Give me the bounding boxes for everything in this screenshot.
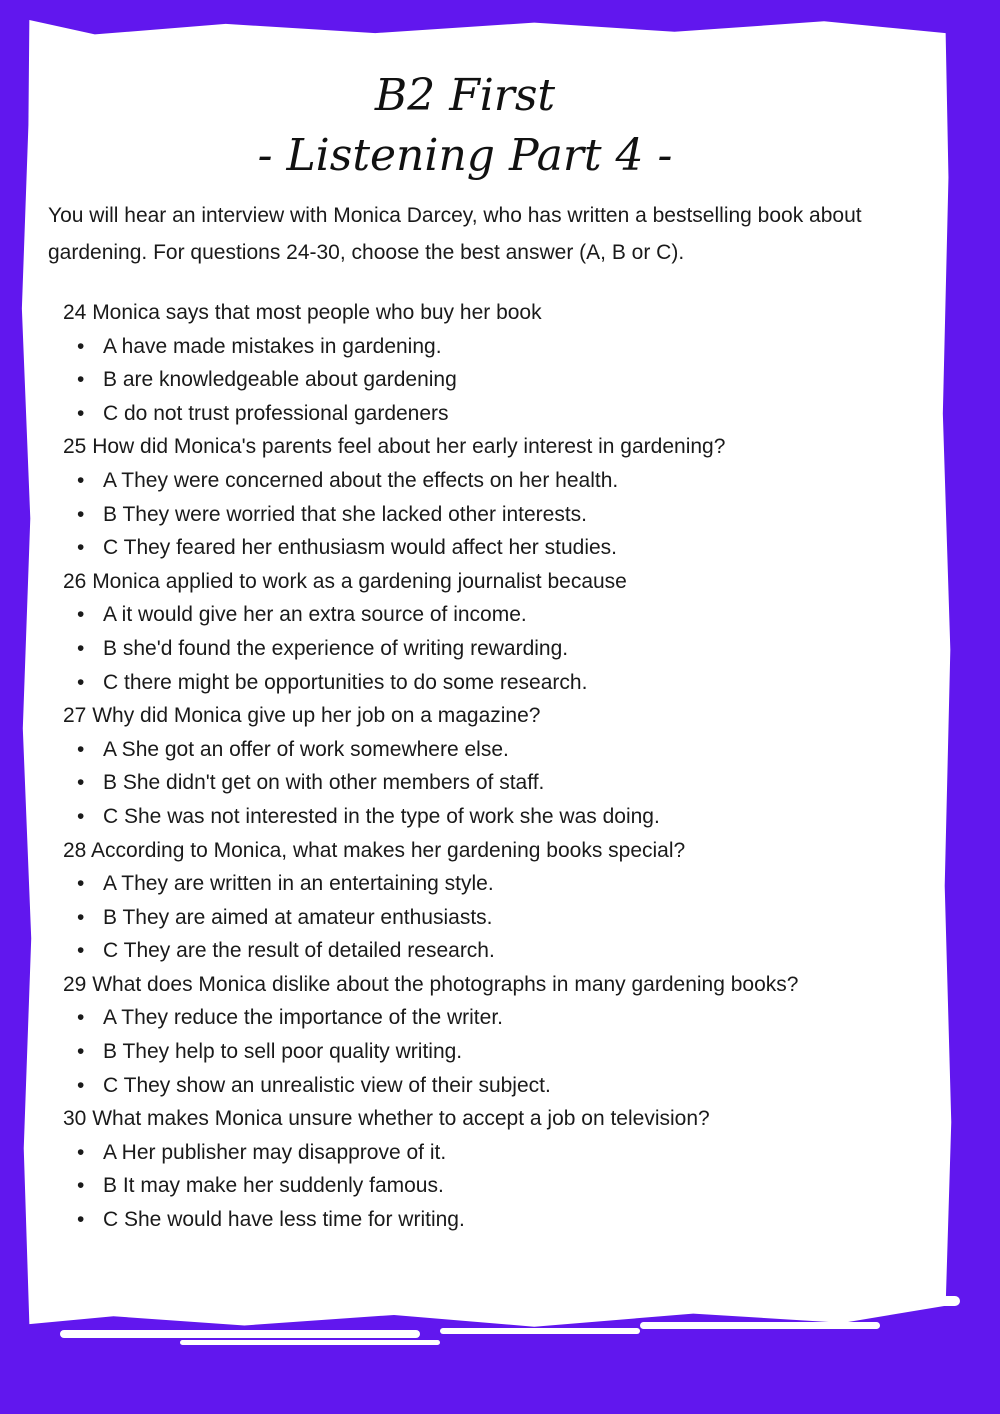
bullet-icon: • — [77, 771, 85, 795]
question-stem: 30 What makes Monica unsure whether to accept a job on television? — [63, 1107, 710, 1131]
answer-option[interactable] — [63, 1203, 943, 1237]
bullet-icon: • — [77, 804, 85, 828]
bullet-icon: • — [77, 334, 85, 358]
option-text: A They are written in an entertaining style. — [103, 872, 494, 896]
bullet-icon: • — [77, 670, 85, 694]
option-text: A She got an offer of work somewhere else. — [103, 737, 509, 761]
instructions: You will hear an interview with Monica Darcey, who has written a bestselling book about gardening. For questions 24-30, choose the best answer (A, B or C). — [48, 204, 862, 264]
answer-option[interactable] — [63, 733, 943, 767]
bullet-icon: • — [77, 1174, 85, 1198]
answer-option[interactable] — [63, 330, 943, 364]
question-item — [63, 565, 943, 699]
bullet-icon: • — [77, 737, 85, 761]
option-list — [63, 1001, 943, 1102]
question-item — [63, 296, 943, 430]
bullet-icon: • — [77, 939, 85, 963]
bullet-icon: • — [77, 368, 85, 392]
answer-option[interactable] — [63, 1169, 943, 1203]
bullet-icon: • — [77, 401, 85, 425]
option-text: B she'd found the experience of writing rewarding. — [103, 636, 569, 660]
brush-streak — [640, 1322, 880, 1329]
bullet-icon: • — [77, 502, 85, 526]
answer-option[interactable] — [63, 397, 943, 431]
question-list — [63, 296, 943, 1237]
answer-option[interactable] — [63, 766, 943, 800]
answer-option[interactable] — [63, 800, 943, 834]
worksheet-title: B2 First — [374, 70, 556, 121]
bullet-icon: • — [77, 636, 85, 660]
bullet-icon: • — [77, 872, 85, 896]
option-list — [63, 598, 943, 699]
option-text: C do not trust professional gardeners — [103, 401, 449, 425]
brush-streak — [180, 1340, 440, 1345]
answer-option[interactable] — [63, 632, 943, 666]
question-item — [63, 1102, 943, 1236]
question-item — [63, 834, 943, 968]
worksheet-subtitle: - Listening Part 4 - — [257, 130, 673, 181]
question-stem: 28 According to Monica, what makes her gardening books special? — [63, 838, 686, 862]
question-item — [63, 968, 943, 1102]
option-text: A They were concerned about the effects on her health. — [103, 468, 619, 492]
answer-option[interactable] — [63, 598, 943, 632]
option-text: C She was not interested in the type of work she was doing. — [103, 804, 660, 828]
question-stem: 26 Monica applied to work as a gardening journalist because — [63, 569, 627, 593]
question-stem: 29 What does Monica dislike about the photographs in many gardening books? — [63, 972, 799, 996]
answer-option[interactable] — [63, 464, 943, 498]
option-list — [63, 464, 943, 565]
question-item — [63, 699, 943, 833]
bullet-icon: • — [77, 1040, 85, 1064]
answer-option[interactable] — [63, 531, 943, 565]
answer-option[interactable] — [63, 901, 943, 935]
option-text: B They are aimed at amateur enthusiasts. — [103, 905, 493, 929]
bullet-icon: • — [77, 468, 85, 492]
option-text: B are knowledgeable about gardening — [103, 368, 457, 392]
answer-option[interactable] — [63, 666, 943, 700]
option-text: B She didn't get on with other members of staff. — [103, 771, 545, 795]
bullet-icon: • — [77, 603, 85, 627]
answer-option[interactable] — [63, 498, 943, 532]
option-text: C They are the result of detailed research. — [103, 939, 495, 963]
question-stem: 24 Monica says that most people who buy her book — [63, 301, 542, 324]
option-text: C there might be opportunities to do some research. — [103, 670, 588, 694]
option-text: B They help to sell poor quality writing. — [103, 1040, 463, 1064]
answer-option[interactable] — [63, 1069, 943, 1103]
bullet-icon: • — [77, 1140, 85, 1164]
answer-option[interactable] — [63, 363, 943, 397]
option-list — [63, 330, 943, 431]
answer-option[interactable] — [63, 867, 943, 901]
option-text: A it would give her an extra source of income. — [103, 603, 527, 627]
answer-option[interactable] — [63, 1136, 943, 1170]
option-text: C They show an unrealistic view of their subject. — [103, 1073, 551, 1097]
option-text: A They reduce the importance of the writer. — [103, 1006, 503, 1030]
option-text: B It may make her suddenly famous. — [103, 1174, 444, 1198]
bullet-icon: • — [77, 536, 85, 560]
bullet-icon: • — [77, 905, 85, 929]
answer-option[interactable] — [63, 1035, 943, 1069]
option-text: A have made mistakes in gardening. — [103, 334, 442, 358]
brush-streak — [60, 1330, 420, 1338]
bullet-icon: • — [77, 1073, 85, 1097]
brush-streak — [860, 1296, 960, 1306]
option-text: C She would have less time for writing. — [103, 1208, 465, 1232]
question-stem: 27 Why did Monica give up her job on a magazine? — [63, 704, 541, 728]
option-text: A Her publisher may disapprove of it. — [103, 1140, 447, 1164]
option-list — [63, 867, 943, 968]
option-text: C They feared her enthusiasm would affect her studies. — [103, 536, 618, 560]
answer-option[interactable] — [63, 1001, 943, 1035]
bullet-icon: • — [77, 1208, 85, 1232]
answer-option[interactable] — [63, 934, 943, 968]
bullet-icon: • — [77, 1006, 85, 1030]
question-item — [63, 430, 943, 564]
option-list — [63, 733, 943, 834]
brush-streak — [440, 1328, 640, 1334]
option-text: B They were worried that she lacked other interests. — [103, 502, 588, 526]
question-stem: 25 How did Monica's parents feel about her early interest in gardening? — [63, 435, 726, 459]
option-list — [63, 1136, 943, 1237]
